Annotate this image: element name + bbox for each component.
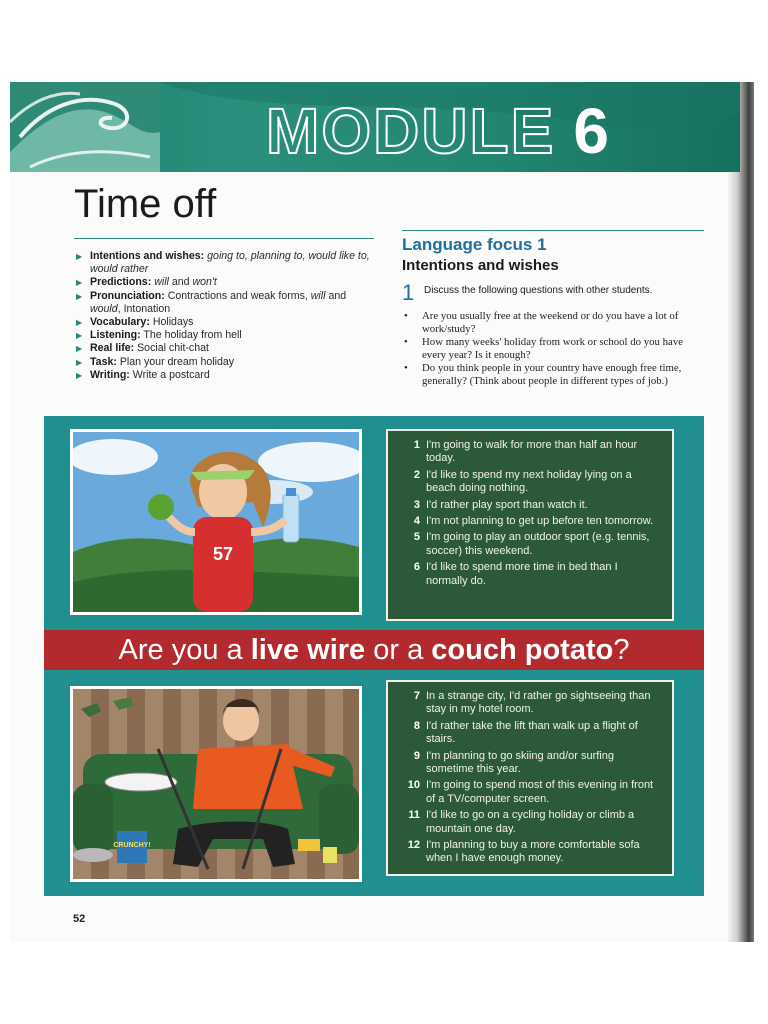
- contents-text: and: [325, 289, 347, 302]
- statement-text: I'd like to go on a cycling holiday or climb a mountain one day.: [426, 809, 635, 835]
- quiz-title-banner: [44, 630, 704, 670]
- statement-number: 12: [407, 839, 420, 852]
- discussion-questions: [404, 310, 709, 388]
- contents-text: will: [310, 289, 326, 302]
- list-item: [76, 356, 376, 369]
- module-word: MODULE: [266, 95, 556, 167]
- quiz-statement: [398, 469, 662, 496]
- statement-number: 10: [407, 779, 420, 792]
- list-item: [76, 329, 376, 342]
- language-focus-title: Language focus 1: [402, 235, 547, 254]
- contents-label: Writing:: [90, 368, 130, 381]
- list-item: [76, 342, 376, 355]
- quiz-title-part: couch potato: [431, 634, 614, 666]
- statement-text: I'm planning to go skiing and/or surfing sometime this year.: [426, 749, 614, 776]
- statement-text: I'd like to spend my next holiday lying on a beach doing nothing.: [426, 468, 632, 495]
- statement-number: 4: [413, 515, 420, 528]
- contents-text: going to, planning to, would like to, would rather: [90, 250, 370, 276]
- statement-text: I'm going to play an outdoor sport (e.g. tennis, soccer) this weekend.: [426, 531, 650, 557]
- contents-label: Task:: [90, 355, 117, 368]
- page-number: 52: [73, 913, 86, 925]
- contents-text: The holiday from hell: [143, 329, 242, 342]
- contents-text: , Intonation: [117, 302, 171, 315]
- list-item: • How many weeks' holiday from work or school do you have every year? Is it enough?: [404, 336, 709, 362]
- exercise-number: 1: [402, 280, 415, 305]
- quiz-statements-1-6: [386, 429, 674, 621]
- language-focus-subtitle: Intentions and wishes: [402, 257, 559, 274]
- statement-number: 9: [413, 749, 420, 762]
- quiz-title-part: Are you a: [118, 634, 251, 666]
- list-item: [76, 316, 376, 329]
- module-number: 6: [573, 95, 611, 167]
- list-item: [76, 250, 376, 276]
- statement-text: I'm going to spend most of this evening in front of a TV/computer screen.: [426, 779, 654, 805]
- divider: [74, 238, 374, 239]
- contents-label: Intentions and wishes:: [90, 250, 205, 262]
- quiz-statement: [398, 561, 662, 588]
- contents-text: Social chit-chat: [137, 342, 209, 355]
- page-binding-shadow: [728, 82, 754, 942]
- statement-number: 5: [413, 531, 420, 544]
- quiz-title-part: ?: [613, 634, 630, 666]
- statement-text: I'm planning to buy a more comfortable sofa when I have enough money.: [426, 839, 640, 865]
- quiz-statement: [398, 515, 662, 528]
- shirt-number: 57: [212, 544, 234, 564]
- statement-number: 1: [413, 439, 420, 451]
- exercise-instruction: Discuss the following questions with other students.: [424, 285, 653, 296]
- contents-text: Holidays: [152, 316, 194, 329]
- list-item: • Are you usually free at the weekend or do you have a lot of work/study?: [404, 310, 709, 336]
- contents-text: Write a postcard: [132, 368, 210, 381]
- statement-number: 7: [413, 690, 420, 702]
- quiz-statement: [398, 839, 662, 866]
- quiz-statement: [398, 750, 662, 777]
- contents-label: Real life:: [90, 342, 135, 355]
- unit-contents-list: [76, 250, 376, 382]
- contents-text: and: [168, 276, 193, 289]
- quiz-statement: [398, 720, 662, 747]
- contents-label: Vocabulary:: [90, 316, 150, 329]
- contents-text: Contractions and weak forms,: [167, 289, 311, 302]
- quiz-statement: [398, 439, 662, 466]
- contents-text: will: [154, 276, 169, 289]
- quiz-statement: [398, 499, 662, 512]
- statement-number: 2: [413, 468, 420, 481]
- list-item: [76, 276, 376, 289]
- quiz-statement: [398, 531, 662, 558]
- statement-number: 6: [413, 561, 420, 574]
- quiz-statement: [398, 809, 662, 836]
- quiz-title-part: or a: [365, 634, 432, 666]
- statement-text: I'm not planning to get up before ten tomorrow.: [426, 515, 654, 528]
- quiz-statement: [398, 690, 662, 717]
- quiz-statement: [398, 779, 662, 806]
- statement-text: In a strange city, I'd rather go sightseeing than stay in my hotel room.: [426, 690, 651, 716]
- unit-title: Time off: [74, 182, 217, 226]
- statement-number: 8: [413, 719, 420, 732]
- contents-label: Predictions:: [90, 276, 152, 289]
- module-heading: [266, 96, 611, 166]
- statement-number: 11: [408, 809, 420, 822]
- statement-text: I'd rather take the lift than walk up a flight of stairs.: [426, 719, 638, 746]
- list-item: [76, 369, 376, 382]
- divider: [402, 230, 704, 231]
- statement-text: I'd rather play sport than watch it.: [426, 498, 588, 511]
- quiz-title-part: live wire: [250, 634, 366, 666]
- live-wire-illustration: [70, 429, 362, 615]
- statement-number: 3: [413, 498, 420, 511]
- list-item: [76, 290, 376, 316]
- contents-text: Plan your dream holiday: [119, 355, 235, 368]
- contents-text: won't: [192, 276, 217, 289]
- snack-label: CRUNCHY!: [113, 842, 151, 849]
- couch-potato-illustration: [70, 686, 362, 882]
- list-item: • Do you think people in your country have enough free time, generally? (Think about people in different types of job.): [404, 362, 709, 388]
- contents-label: Listening:: [90, 329, 141, 342]
- contents-label: Pronunciation:: [90, 289, 165, 302]
- contents-text: would: [90, 302, 118, 315]
- quiz-statements-7-12: [386, 680, 674, 876]
- statement-text: I'm going to walk for more than half an hour today.: [426, 439, 638, 465]
- statement-text: I'd like to spend more time in bed than I normally do.: [426, 561, 618, 587]
